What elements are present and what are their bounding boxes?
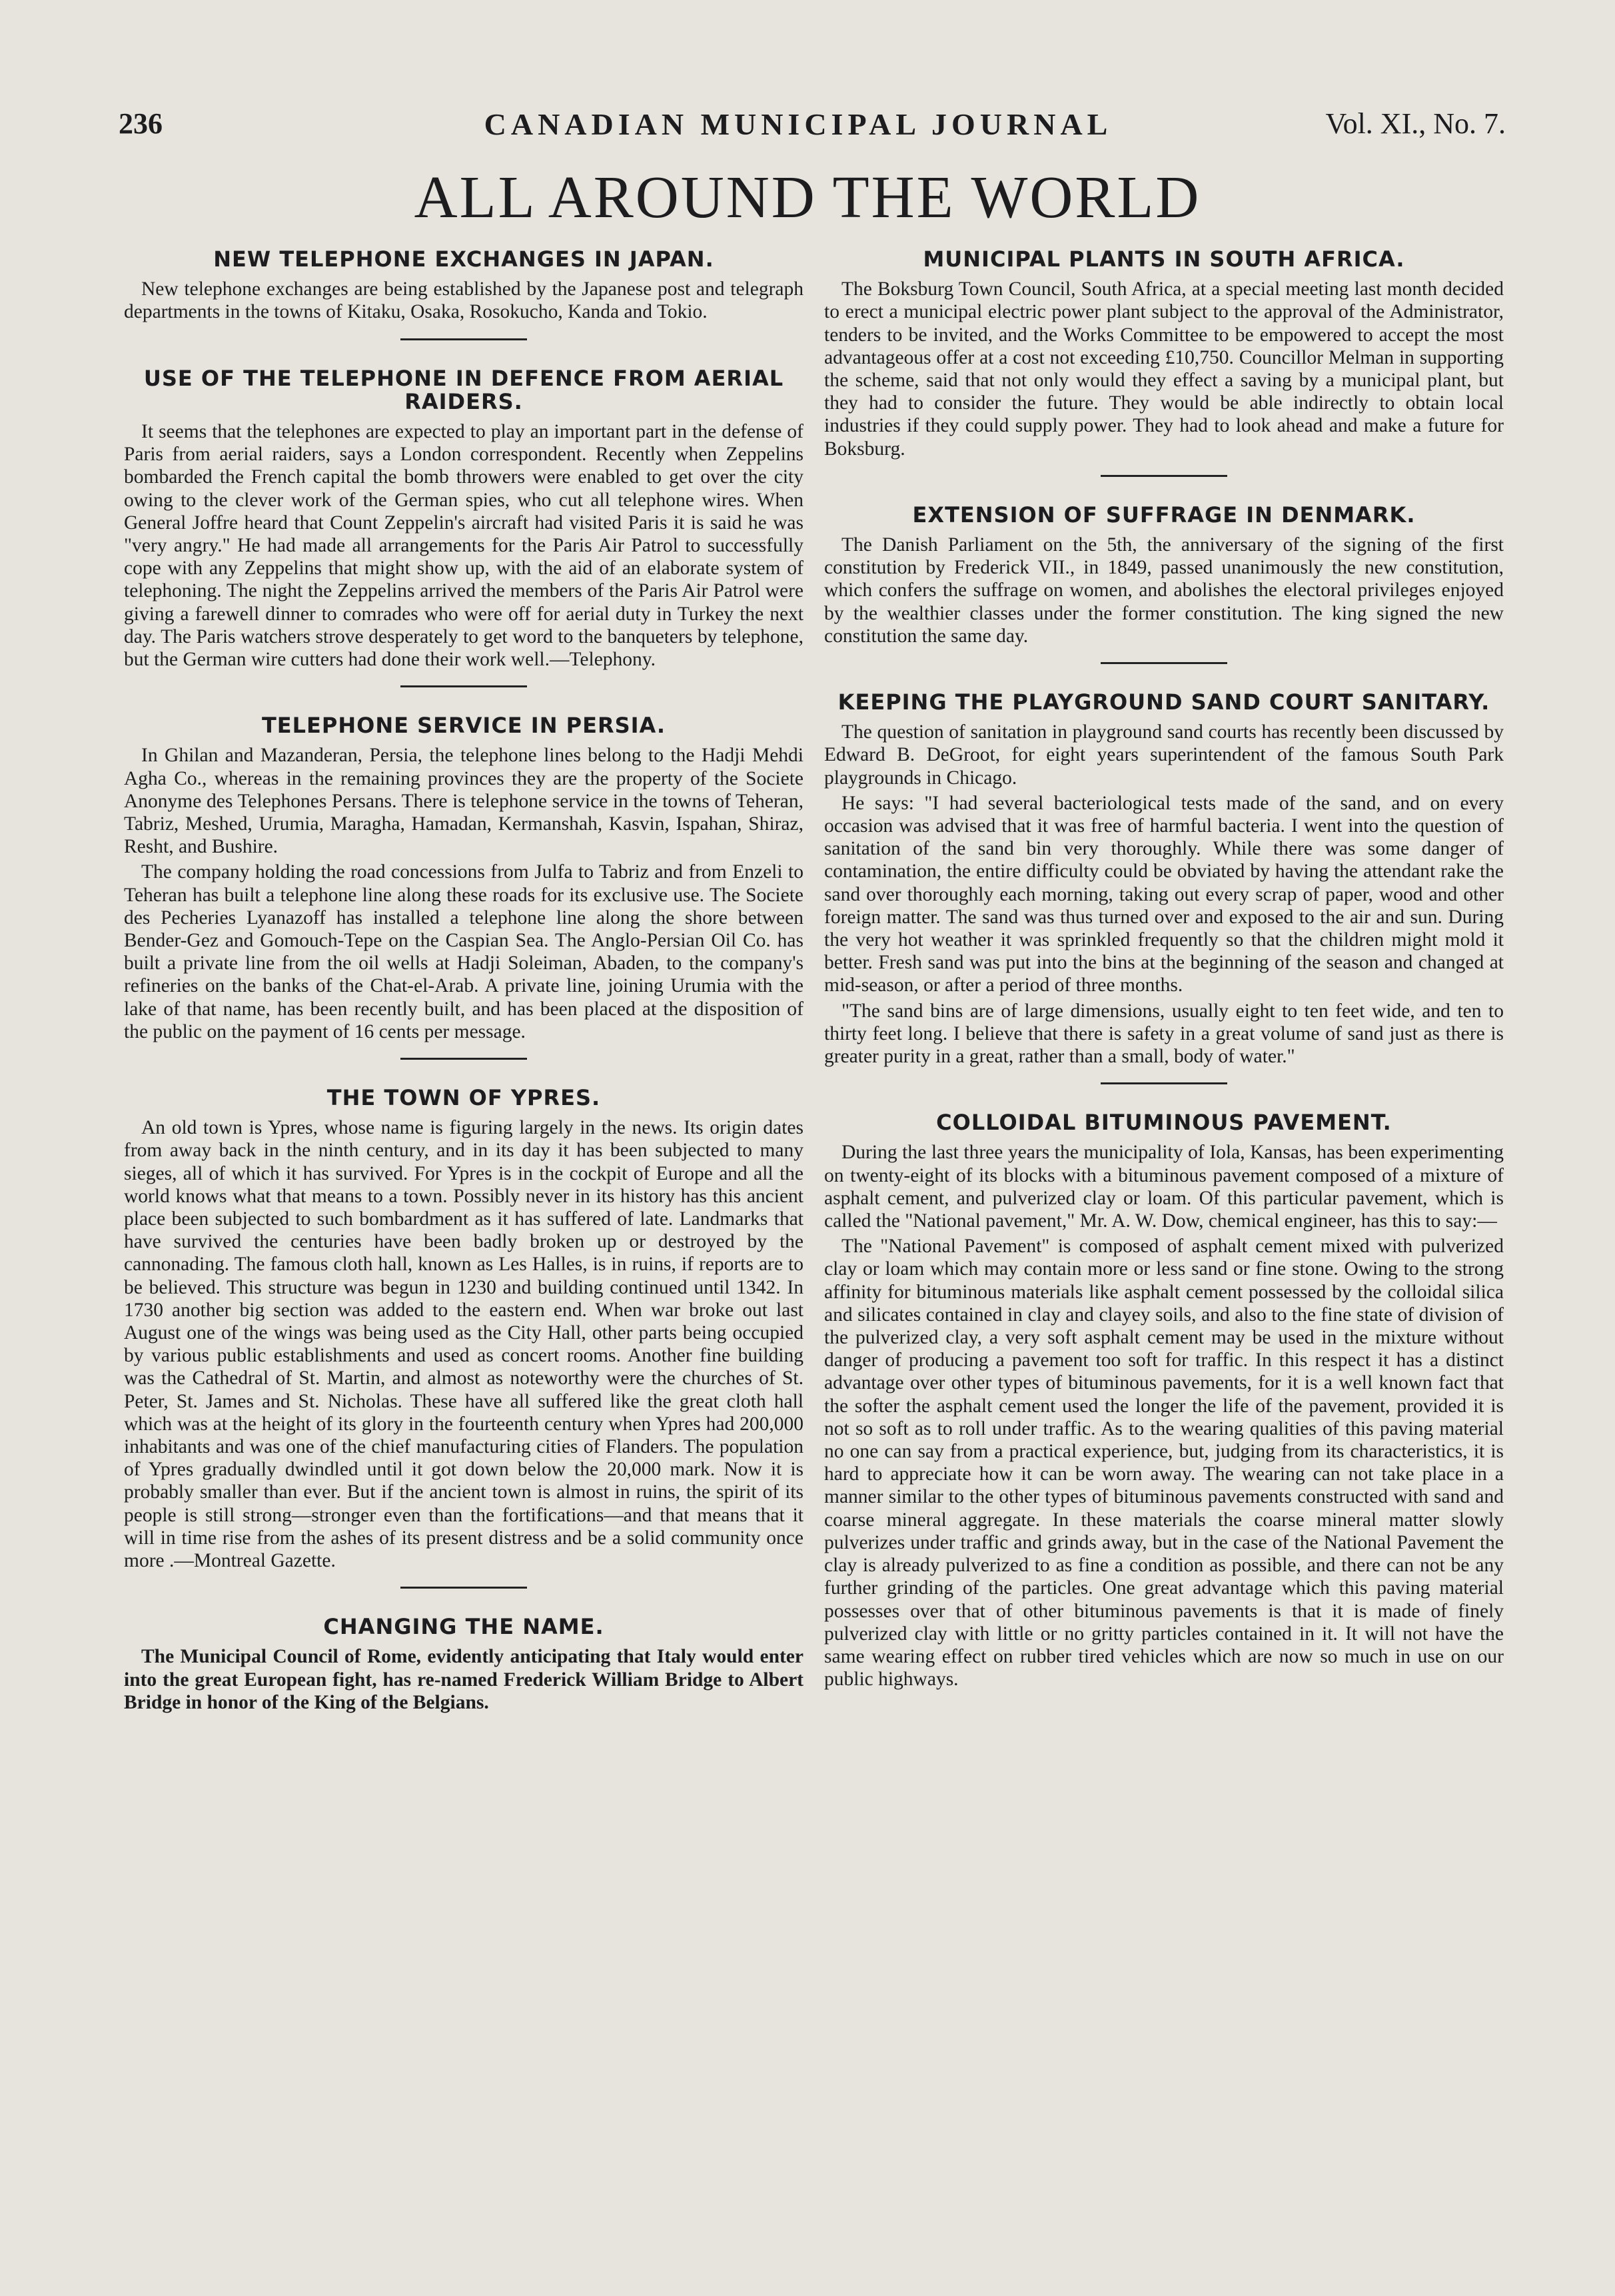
article-paragraph: New telephone exchanges are being established by the Japanese post and telegraph departments in the towns of Kitaku, Osaka, Rosokucho, Kanda and Tokio. (124, 278, 804, 323)
article-paragraph: It seems that the telephones are expected to play an important part in the defense of Paris from aerial raiders, says a London correspondent. Recently when Zeppelins bombarded the French capital the bomb throwers were enabled to get over the city owing to the clever work of the German spies, who cut all telephone wires. When General Joffre heard that Count Zeppelin's aircraft had visited Paris it is said he was "very angry." He had made all arrangements for the Paris Air Patrol to successfully cope with any Zeppelins that might show up, with the aid of an elaborate system of telephoning. The night the Zeppelins arrived the members of the Paris Air Patrol were giving a farewell dinner to comrades who were off for aerial duty in Turkey the next day. The Paris watchers strove desperately to get word to the banqueters by telephone, but the German wire cutters had done their work well.—Telephony. (124, 420, 804, 670)
article-heading: KEEPING THE PLAYGROUND SAND COURT SANITARY. (837, 689, 1490, 715)
section-divider (400, 685, 527, 687)
article-paragraph: In Ghilan and Mazanderan, Persia, the telephone lines belong to the Hadji Mehdi Agha Co., whereas in the remaining provinces they are the property of the Societe Anonyme des Telephones Persans. There is telephone service in the towns of Teheran, Tabriz, Meshed, Urumia, Maragha, Hamadan, Kermanshah, Kasvin, Ispahan, Shiraz, Resht, and Bushire. (124, 745, 804, 858)
section-divider (400, 1058, 527, 1060)
section-divider (1101, 1082, 1227, 1084)
page-header (119, 107, 1506, 147)
article-sand-court (824, 691, 1504, 1068)
page-number: 236 (119, 107, 163, 140)
section-divider (1101, 662, 1227, 664)
section-divider (1101, 475, 1227, 477)
article-heading: TELEPHONE SERVICE IN PERSIA. (261, 713, 666, 739)
article-paragraph: The Municipal Council of Rome, evidently anticipating that Italy would enter into the great European fight, has re-named Frederick William Bridge to Albert Bridge in honor of the King of the Belgians. (124, 1646, 804, 1713)
article-denmark-suffrage (824, 504, 1504, 647)
article-japan-telephone (124, 248, 804, 324)
journal-name: CANADIAN MUNICIPAL JOURNAL (484, 107, 1113, 141)
article-bituminous-pavement (824, 1111, 1504, 1691)
article-paragraph: "The sand bins are of large dimensions, usually eight to ten feet wide, and ten to thirty feet long. I believe that there is safety in a great volume of sand just as there is greater purity in a great, rather than a small, body of water." (824, 1000, 1504, 1068)
article-heading: CHANGING THE NAME. (323, 1614, 604, 1640)
section-divider (400, 1587, 527, 1589)
article-paragraph: He says: "I had several bacteriological tests made of the sand, and on every occasion was advised that it was free of harmful bacteria. I went into the question of sanitation of the sand bin very thoroughly. While there was some danger of contamination, the entire difficulty could be obviated by having the attendant rake the sand over thoroughly each morning, taking out every scrap of paper, wood and other foreign matter. The sand was thus turned over and exposed to the air and sun. During the very hot weather it was sprinkled frequently so that the children might mold it better. Fresh sand was put into the bins at the beginning of the season and changed at mid-season, or after a period of three months. (824, 792, 1504, 996)
section-divider (400, 338, 527, 340)
article-paragraph: The Boksburg Town Council, South Africa, at a special meeting last month decided to erect a municipal electric power plant subject to the approval of the Administrator, tenders to be invited, and the Works Committee to be empowered to accept the most advantageous offer at a cost not exceeding £10,750. Councillor Melman in supporting the scheme, said that not only would they effect a saving by a municipal plant, but they had to consider the future. They would be able indirectly to obtain local industries if they could supply power. They had to look ahead and make a future for Boksburg. (824, 278, 1504, 460)
article-heading: THE TOWN OF YPRES. (326, 1085, 601, 1111)
article-heading: USE OF THE TELEPHONE IN DEFENCE FROM AERIAL RAIDERS. (143, 365, 784, 414)
article-persia-telephone (124, 714, 804, 1043)
right-column (824, 248, 1504, 1693)
article-paragraph: The "National Pavement" is composed of asphalt cement mixed with pulverized clay or loam which may contain more or less sand or fine stone. Owing to the strong affinity for bituminous materials like asphalt cement possessed by the colloidal silica and silicates contained in clay and clayey soils, and also to the fine state of division of the pulverized clay, a very soft asphalt cement may be used in the mixture without danger of producing a pavement too soft for traffic. In this respect it has a distinct advantage over other types of bituminous pavements, for it is a well known fact that the softer the asphalt cement used the longer the life of the pavement, provided it is not so soft as to roll under traffic. As to the wearing qualities of this paving material no one can say from a practical experience, but, judging from its characteristics, it is hard to appreciate how it can be worn away. The wearing can not take place in a manner similar to the other types of bituminous pavements constructed with sand and coarse mineral aggregate. In these materials the coarse mineral matter slowly pulverizes under traffic and grinds away, but in the case of the National Pavement the clay is already pulverized to as fine a condition as possible, and there can not be any further grinding of the particles. One great advantage which this paving material possesses over that of other bituminous pavements is that it is made of finely pulverized clay with little or no gritty particles contained in it. It will not have the same wearing effect on rubber tired vehicles which are now so much in use on our public highways. (824, 1236, 1504, 1691)
article-paragraph: During the last three years the municipality of Iola, Kansas, has been experimenting on twenty-eight of its blocks with a bituminous pavement composed of a mixture of asphalt cement, and pulverized clay or loam. Of this particular pavement, which is called the "National pavement," Mr. A. W. Dow, chemical engineer, has this to say:— (824, 1142, 1504, 1232)
article-heading: NEW TELEPHONE EXCHANGES IN JAPAN. (213, 246, 714, 272)
article-paragraph: The question of sanitation in playground sand courts has recently been discussed by Edward B. DeGroot, for eight years superintendent of the famous South Park playgrounds in Chicago. (824, 721, 1504, 789)
article-ypres (124, 1086, 804, 1572)
article-changing-name (124, 1615, 804, 1714)
page-title: ALL AROUND THE WORLD (414, 165, 1201, 230)
article-heading: COLLOIDAL BITUMINOUS PAVEMENT. (936, 1110, 1392, 1136)
article-south-africa-plants (824, 248, 1504, 460)
volume-number: Vol. XI., No. 7. (1325, 107, 1506, 140)
left-column (124, 248, 804, 1717)
article-aerial-raiders (124, 367, 804, 671)
article-heading: MUNICIPAL PLANTS IN SOUTH AFRICA. (923, 246, 1405, 272)
article-paragraph: An old town is Ypres, whose name is figuring largely in the news. Its origin dates from away back in the ninth century, and in its day it has been subjected to many sieges, all of which it has survived. For Ypres is in the cockpit of Europe and all the world knows what that means to a town. Possibly never in its history has this ancient place been subjected to such bombardment as it has suffered of late. Landmarks that have survived the centuries have been badly broken up or destroyed by the cannonading. The famous cloth hall, known as Les Halles, is in ruins, if reports are to be believed. This structure was begun in 1230 and building continued until 1342. In 1730 another big section was added to the eastern end. When war broke out last August one of the wings was being used as the City Hall, other parts being occupied by various public establishments and used as concert rooms. Another fine building was the Cathedral of St. Martin, and almost as noteworthy were the churches of St. Peter, St. James and St. Nicholas. These have all suffered like the great cloth hall which was at the height of its glory in the fourteenth century when Ypres had 200,000 inhabitants and was one of the chief manufacturing cities of Flanders. The population of Ypres gradually dwindled until it got down below the 20,000 mark. Now it is probably smaller than ever. But if the ancient town is almost in ruins, the spirit of its people is still strong—stronger even than the fortifications—and that means that it will in time rise from the ashes of its present distress and be a solid community once more .—Montreal Gazette. (124, 1117, 804, 1572)
article-paragraph: The Danish Parliament on the 5th, the anniversary of the signing of the first constitution by Frederick VII., in 1849, passed unanimously the new constitution, which confers the suffrage on women, and abolishes the electoral privileges enjoyed by the wealthier classes under the former constitution. The king signed the new constitution the same day. (824, 534, 1504, 647)
article-heading: EXTENSION OF SUFFRAGE IN DENMARK. (912, 502, 1416, 528)
article-paragraph: The company holding the road concessions from Julfa to Tabriz and from Enzeli to Teheran has built a telephone line along these roads for its exclusive use. The Societe des Pecheries Lyanazoff has installed a telephone line along the shore between Bender-Gez and Gomouch-Tepe on the Caspian Sea. The Anglo-Persian Oil Co. has built a private line from the oil wells at Hadji Soleiman, Abaden, to the company's refineries on the banks of the Chat-el-Arab. A private line, joining Urumia with the lake of that name, has been recently built, and has been placed at the disposition of the public on the payment of 16 cents per message. (124, 861, 804, 1042)
